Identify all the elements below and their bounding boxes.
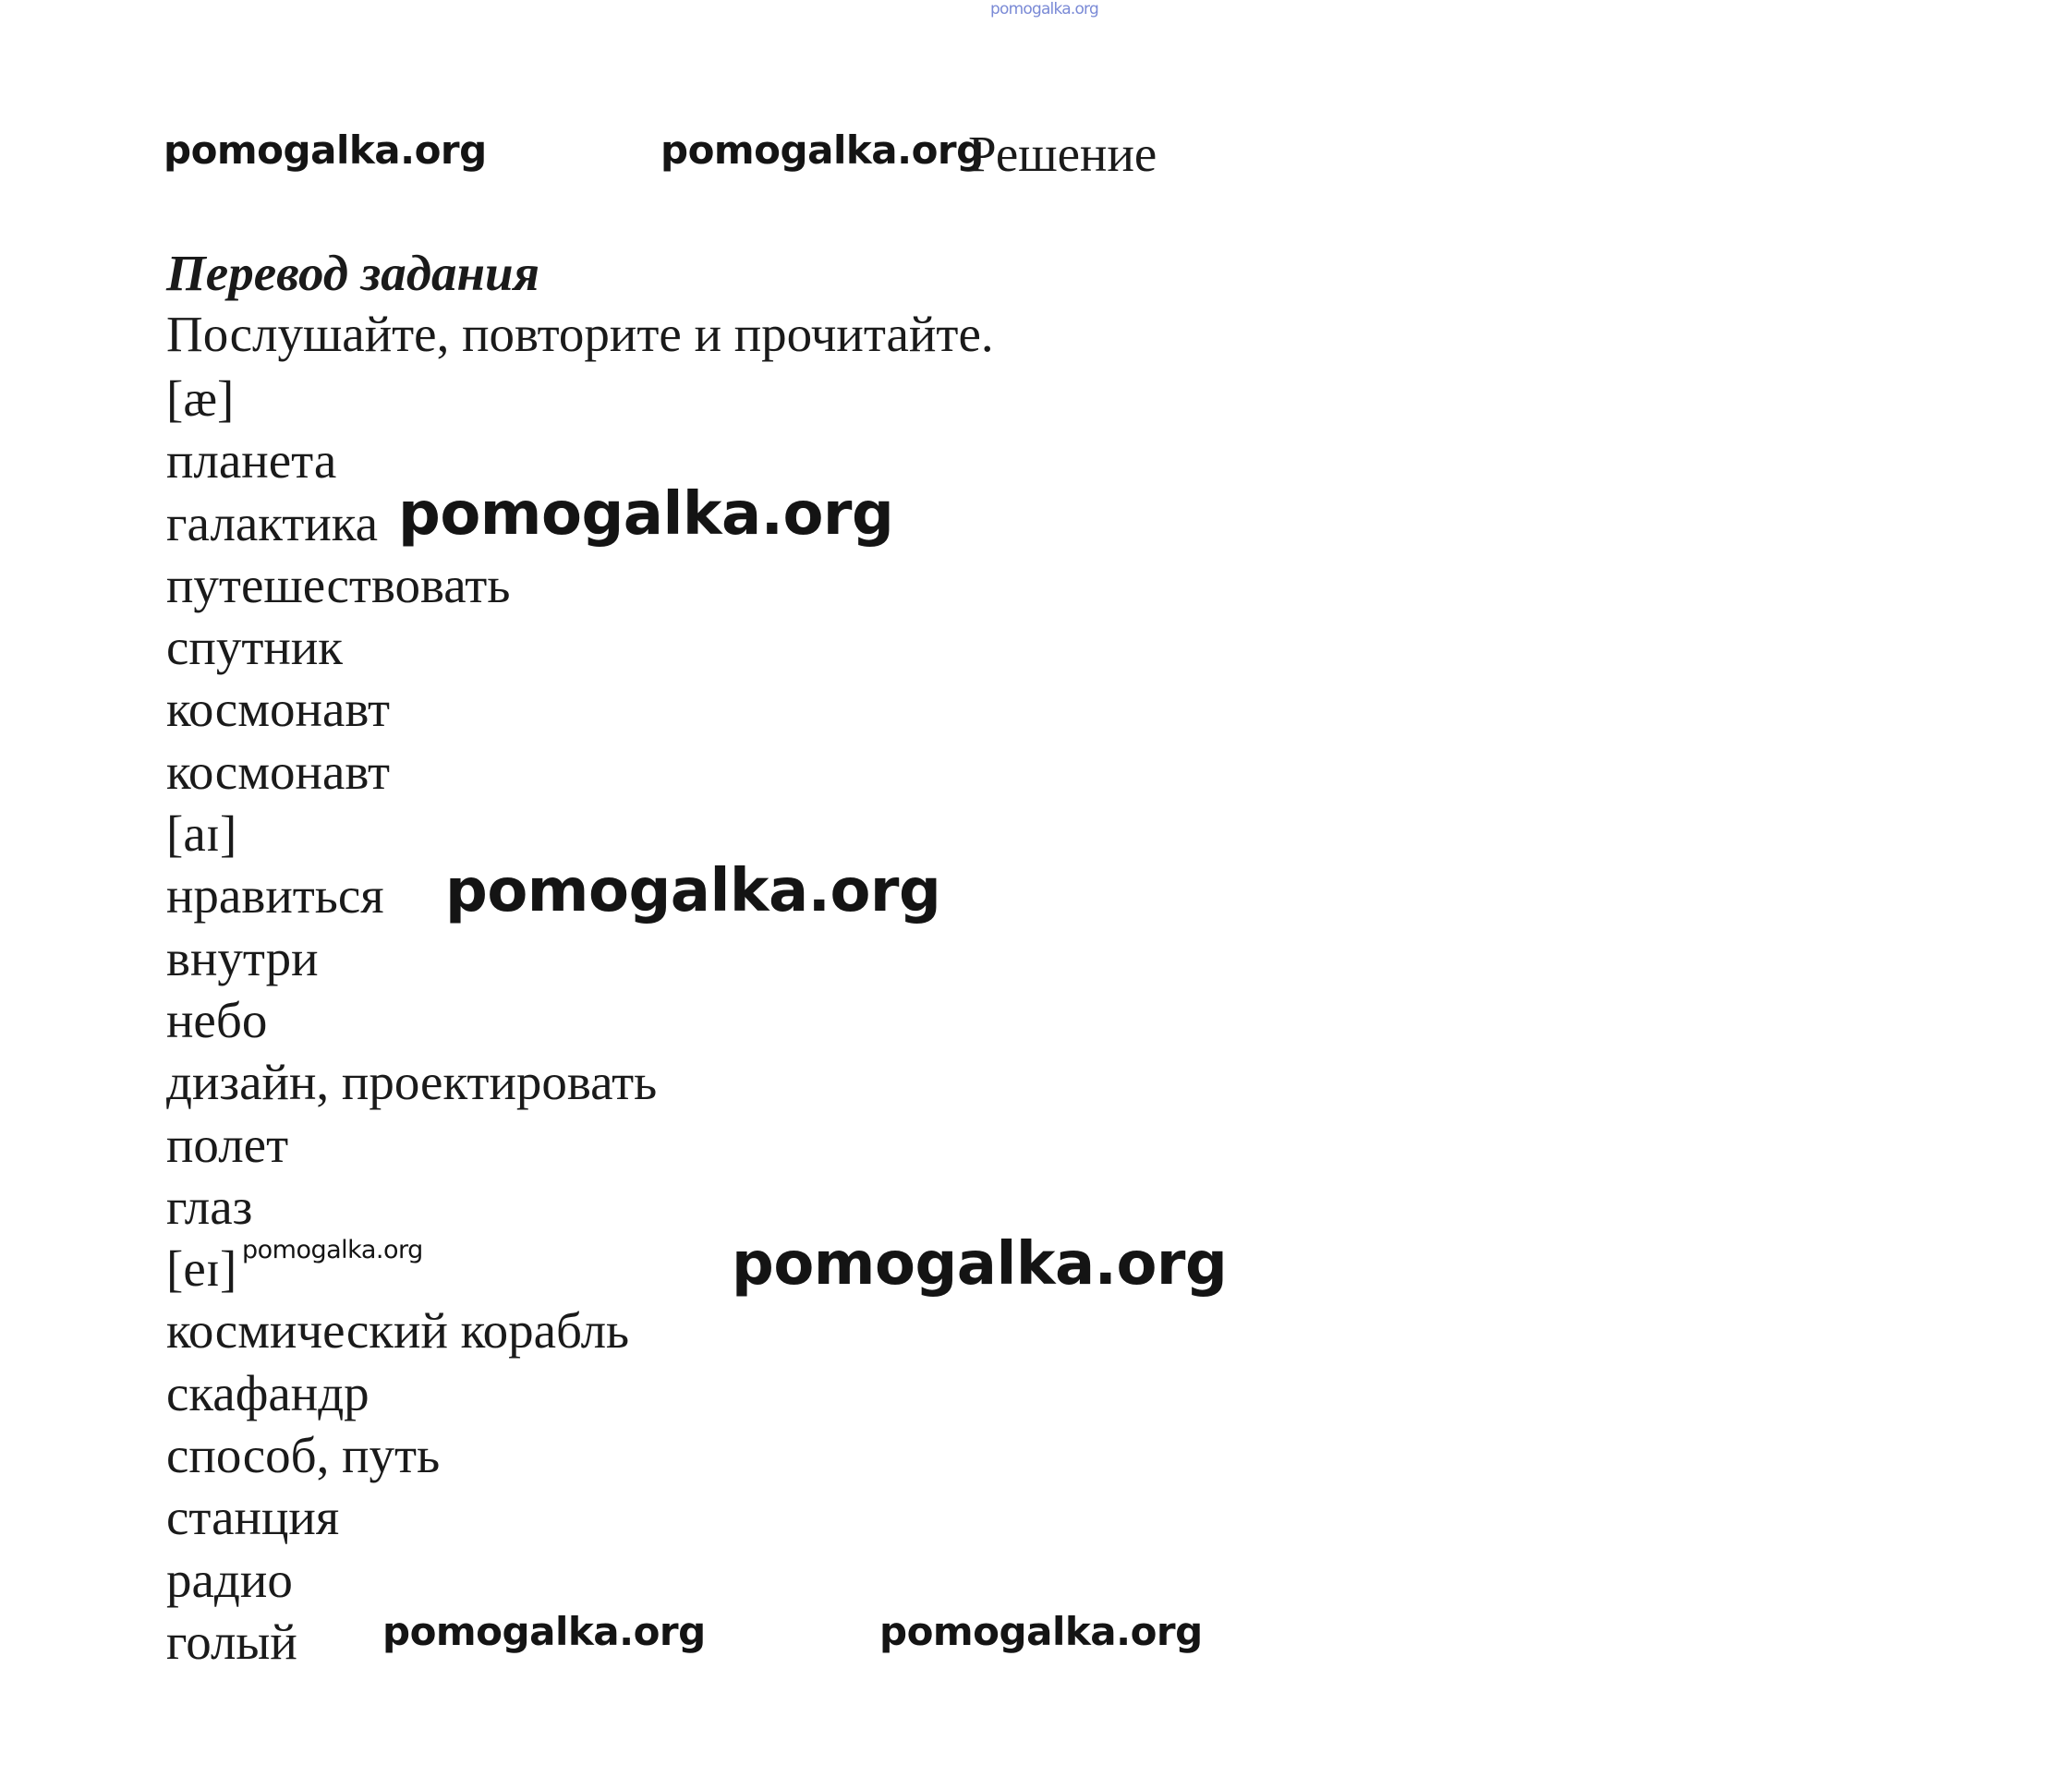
watermark-bottom-right: pomogalka.org xyxy=(879,1609,1203,1654)
list-item: космонавт xyxy=(166,681,390,738)
watermark-header-center: pomogalka.org xyxy=(660,127,984,173)
list-item: планета xyxy=(166,432,337,490)
watermark-mid-2: pomogalka.org xyxy=(445,857,941,925)
list-item: скафандр xyxy=(166,1364,370,1421)
list-item: [æ] xyxy=(166,370,235,427)
watermark-header-left: pomogalka.org xyxy=(164,127,487,173)
watermark-mid-1: pomogalka.org xyxy=(398,480,894,549)
list-item: способ, путь xyxy=(166,1427,441,1484)
list-item: голый xyxy=(166,1613,297,1670)
task-instruction: Послушайте, повторите и прочитайте. xyxy=(166,306,994,362)
solution-heading: Решение xyxy=(968,126,1157,182)
list-item: космический корабль xyxy=(166,1302,630,1360)
list-item: небо xyxy=(166,991,268,1048)
list-item: дизайн, проектировать xyxy=(166,1054,658,1111)
task-title: Перевод задания xyxy=(166,245,539,301)
list-item: космонавт xyxy=(166,743,390,800)
list-item: спутник xyxy=(166,619,343,676)
list-item: станция xyxy=(166,1489,340,1546)
watermark-mid-3: pomogalka.org xyxy=(732,1230,1228,1299)
list-item: внутри xyxy=(166,929,319,986)
list-item: нравиться xyxy=(166,867,384,925)
list-item: [aɪ] xyxy=(166,805,237,863)
list-item: [eɪ] xyxy=(166,1240,237,1298)
list-item: галактика xyxy=(166,494,379,551)
list-item: глаз xyxy=(166,1178,253,1235)
list-item: путешествовать xyxy=(166,556,511,613)
watermark-small: pomogalka.org xyxy=(242,1236,423,1264)
list-item: радио xyxy=(166,1551,293,1608)
watermark-bottom-left: pomogalka.org xyxy=(382,1609,706,1654)
vocabulary-list xyxy=(166,368,657,1673)
watermark-top: pomogalka.org xyxy=(990,0,1098,18)
list-item: полет xyxy=(166,1116,289,1173)
